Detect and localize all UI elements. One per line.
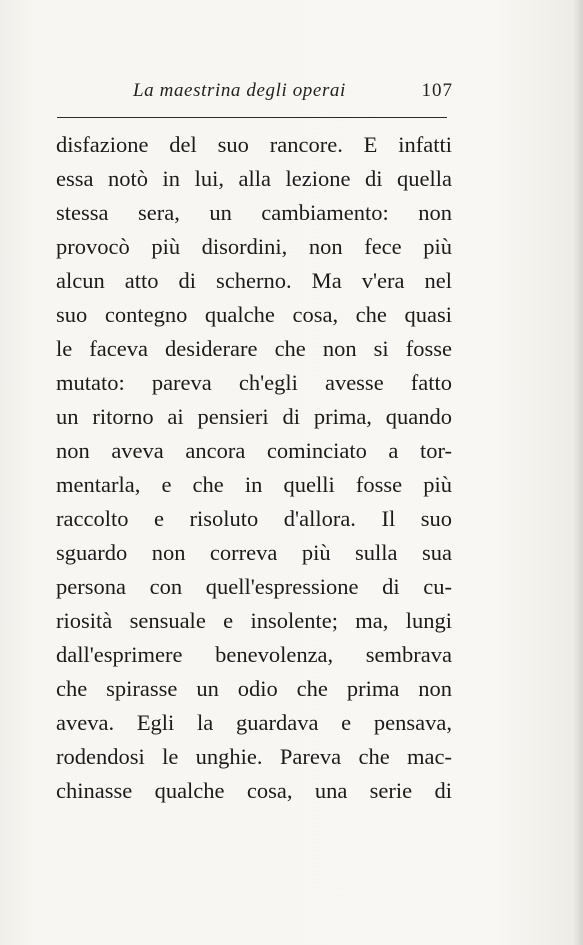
text-line: aveva. Egli la guardava e pensava, — [56, 710, 452, 735]
text-line: sguardo non correva più sulla sua — [56, 540, 452, 565]
text-line: un ritorno ai pensieri di prima, quando — [56, 404, 452, 429]
text-line: persona con quell'espressione di cu- — [56, 574, 452, 599]
page-number: 107 — [421, 80, 453, 101]
text-line: alcun atto di scherno. Ma v'era nel — [56, 268, 452, 293]
text-line: rodendosi le unghie. Pareva che mac- — [56, 744, 452, 769]
text-line: disfazione del suo rancore. E infatti — [56, 132, 452, 157]
page-header — [56, 80, 453, 112]
text-line: essa notò in lui, alla lezione di quella — [56, 166, 452, 191]
running-title: La maestrina degli operai — [133, 80, 346, 101]
text-line: non aveva ancora cominciato a tor- — [56, 438, 452, 463]
text-line: dall'esprimere benevolenza, sembrava — [56, 642, 452, 667]
text-line: suo contegno qualche cosa, che quasi — [56, 302, 452, 327]
text-line: provocò più disordini, non fece più — [56, 234, 452, 259]
text-line: mutato: pareva ch'egli avesse fatto — [56, 370, 452, 395]
text-line: chinasse qualche cosa, una serie di — [56, 778, 452, 803]
body-text — [56, 128, 452, 808]
page-edge-shadow — [573, 0, 583, 945]
text-line: raccolto e risoluto d'allora. Il suo — [56, 506, 452, 531]
text-line: riosità sensuale e insolente; ma, lungi — [56, 608, 452, 633]
text-line: stessa sera, un cambiamento: non — [56, 200, 452, 225]
text-line: che spirasse un odio che prima non — [56, 676, 452, 701]
text-line: le faceva desiderare che non si fosse — [56, 336, 452, 361]
text-line: mentarla, e che in quelli fosse più — [56, 472, 452, 497]
header-rule — [57, 117, 447, 118]
